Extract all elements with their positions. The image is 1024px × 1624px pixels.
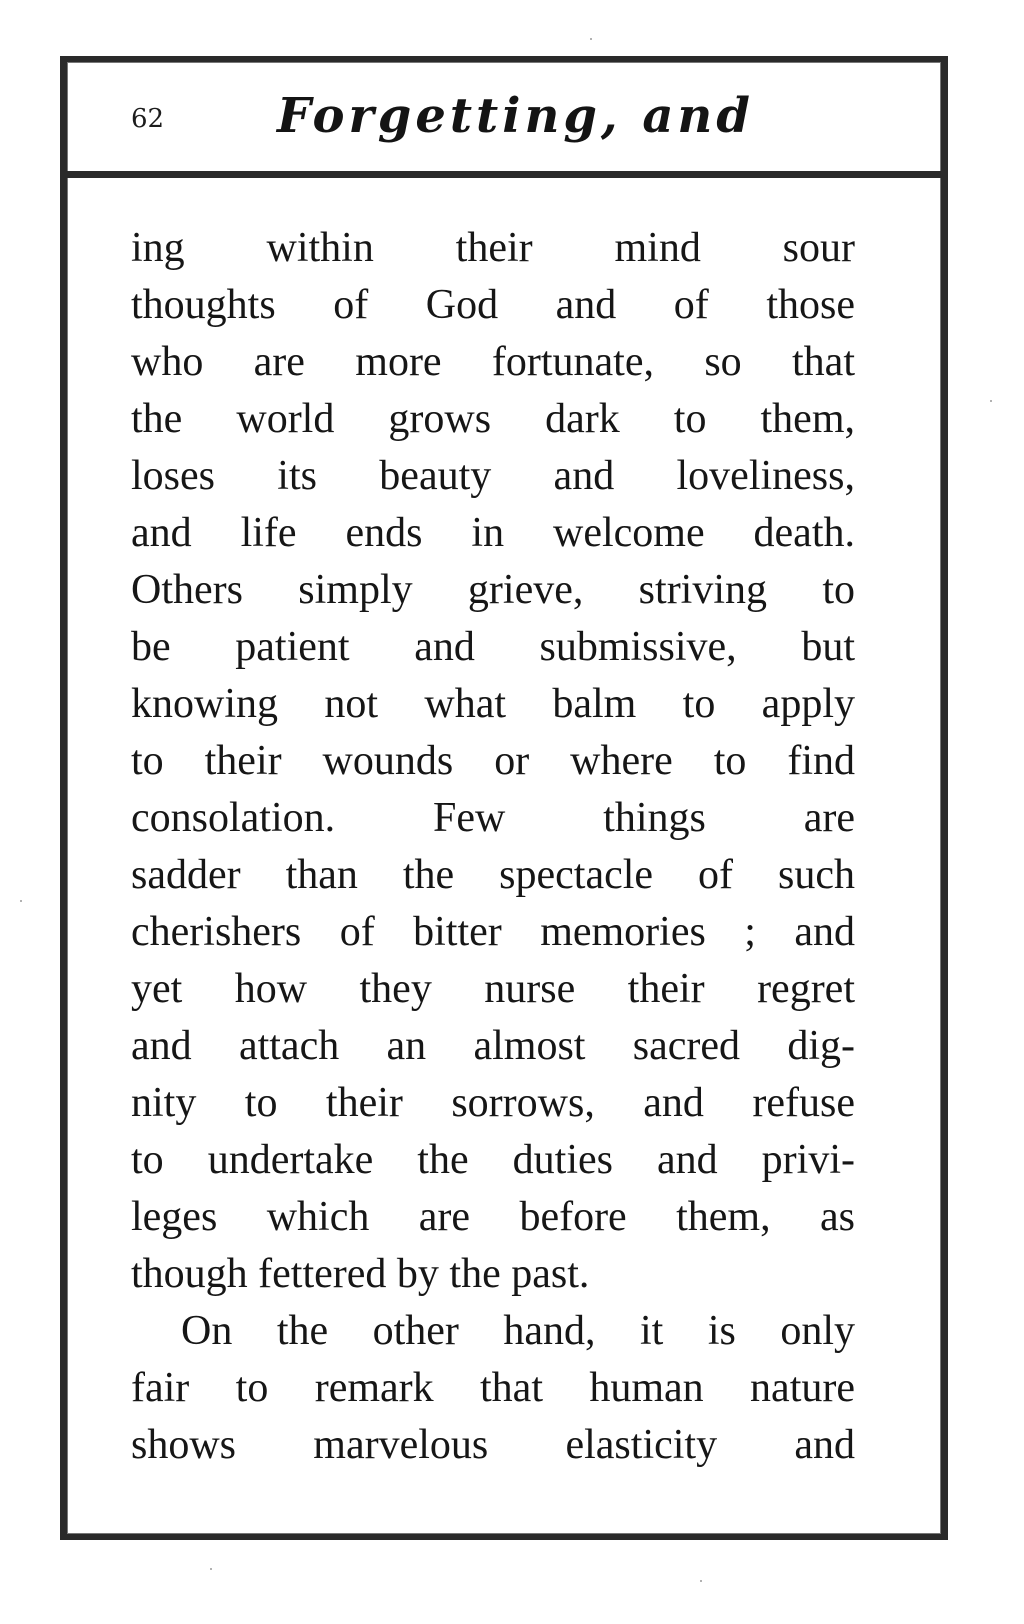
text-line: and attach an almost sacred dig-	[131, 1023, 855, 1069]
text-line: to undertake the duties and privi-	[131, 1137, 855, 1183]
text-line: who are more fortunate, so that	[131, 339, 855, 385]
print-speck	[210, 1568, 212, 1570]
text-line: the world grows dark to them,	[131, 396, 855, 442]
text-line: be patient and submissive, but	[131, 624, 855, 670]
print-speck	[990, 400, 992, 402]
text-line: fair to remark that human nature	[131, 1365, 855, 1411]
page-number: 62	[131, 104, 165, 134]
text-line: loses its beauty and loveliness,	[131, 453, 855, 499]
text-line: sadder than the spectacle of such	[131, 852, 855, 898]
text-line: nity to their sorrows, and refuse	[131, 1080, 855, 1126]
running-title: Forgetting, and	[277, 88, 754, 144]
running-header	[67, 62, 941, 178]
text-line: shows marvelous elasticity and	[131, 1422, 855, 1468]
body-text	[131, 220, 855, 1474]
text-line: yet how they nurse their regret	[131, 966, 855, 1012]
text-line: ing within their mind sour	[131, 225, 855, 271]
text-line: cherishers of bitter memories ; and	[131, 909, 855, 955]
text-line: Others simply grieve, striving to	[131, 567, 855, 613]
text-line: On the other hand, it is only	[181, 1308, 855, 1354]
text-line: leges which are before them, as	[131, 1194, 855, 1240]
text-line: consolation. Few things are	[131, 795, 855, 841]
text-line: thoughts of God and of those	[131, 282, 855, 328]
text-line: knowing not what balm to apply	[131, 681, 855, 727]
text-line: and life ends in welcome death.	[131, 510, 855, 556]
text-line: though fettered by the past.	[131, 1251, 590, 1297]
print-speck	[700, 1580, 702, 1582]
print-speck	[590, 38, 592, 40]
page-frame	[60, 56, 948, 1540]
print-speck	[20, 900, 22, 902]
text-line: to their wounds or where to find	[131, 738, 855, 784]
